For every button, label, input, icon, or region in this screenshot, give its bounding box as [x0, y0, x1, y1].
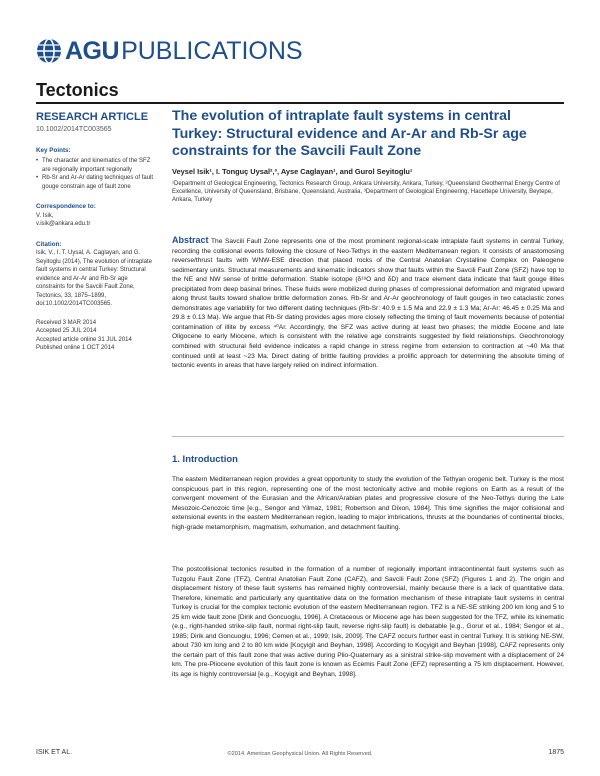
key-points-list: [36, 157, 154, 191]
header-divider: [36, 102, 564, 104]
intro-paragraph-1: The eastern Mediterranean region provides a great opportunity to study the evolution of the Tethyan orogenic belt. Turkey is the most conspicuous part in this region, representing one of the most tectonically active and mobile regions on Earth as a result of the convergent movement of the Eurasian and the African/Arabian plates and progressive closure of the Neo-Tethys during the Late Mesozoic-Cenozoic time [e.g., Sengor and Yilmaz, 1981; Robertson and Dixon, 1984]. This time signifies the major collisional and extensional events in the eastern Mediterranean region, leading to major imbrications, thrusts at the boundaries of continental blocks, high-grade metamorphism, magmatism, exhumation, and detachment faulting.: [172, 476, 564, 531]
article-type: RESEARCH ARTICLE: [36, 111, 149, 123]
article-sidebar: [36, 110, 154, 353]
intro-paragraph-2: The postcollisional tectonics resulted in the formation of a number of regionally important intracontinental fault systems such as Tuzgolu Fault Zone (TFZ), Central Anatolian Fault Zone (CAFZ), and Savcili Fault Zone (SFZ) (Figures 1 and 2). The origin and displacement history of these fault systems has remained highly controversial, mainly because there is a lack of quantitative data. Therefore, kinematic and particularly any quantitative data on the formation mechanism of these intraplate fault systems in central Turkey is crucial for the complex tectonic evolution of the eastern Mediterranean region. TFZ is a NE-SE striking 200 km long and 5 to 25 km wide fault zone [Dirik and Goncuoglu, 1996]. A Cretaceous or Miocene age has been suggested for the TFZ, while its kinematic (e.g., right-handed strike-slip fault, normal right-slip fault, reverse right-slip fault) is debatable [e.g., Gorur et al., 1984; Sengor et al., 1985; Dirik and Goncuoglu, 1996; Cemen et al., 1999; Isik, 2009]. The CAFZ occurs further east in central Turkey. It is striking NE-SW, about 730 km long and 2 to 80 km wide [Koçyigit and Beyhan, 1998]. According to Koçyigit and Beyhan [1998], CAFZ represents only the certain part of this fault zone that was active during Plio-Quaternary as a sinistral strike-slip movement with a displacement of 24 km. The pre-Pliocene evolution of this fault zone is known as Ecemis Fault Zone (EFZ) representing a 75 km displacement. However, its age is highly controversial [e.g., Koçyigit and Beyhan, 1998].: [172, 566, 564, 679]
key-point: • Rb-Sr and Ar-Ar dating techniques of fault gouge constrain age of fault zone: [36, 174, 154, 191]
date-accepted-online: Accepted article online 31 JUL 2014: [36, 336, 132, 343]
publication-dates: [36, 319, 154, 353]
agu-publications-logo[interactable]: [36, 36, 303, 66]
correspondence-email[interactable]: v.isik@ankara.edu.tr: [36, 221, 91, 227]
section-heading-introduction: 1. Introduction: [172, 454, 238, 465]
author-list: Veysel Isik¹, I. Tonguç Uysal²,³, Ayse Caglayan¹, and Gurol Seyitoglu¹: [172, 167, 413, 176]
correspondence-name: V. Isik,: [36, 212, 54, 219]
abstract-divider: [172, 436, 564, 437]
brand-name-light: PUBLICATIONS: [121, 36, 303, 65]
author-affiliations: ¹Department of Geological Engineering, Tectonics Research Group, Ankara University, Ankara, Turkey, ²Queensland Geothermal Energy Centre of Excellence, University of Queensland, Brisbane, Queensland, Australia, ³Department of Geological Engineering, Hacettepe University, Beytepe, Ankara, Turkey: [172, 181, 560, 204]
brand-name-bold: AGU: [65, 36, 120, 65]
key-points-heading: Key Points:: [36, 146, 71, 154]
abstract-section: [172, 236, 564, 371]
citation-heading: Citation:: [36, 240, 62, 248]
footer-running-head: ISIK ET AL.: [36, 749, 73, 756]
footer-copyright: ©2014. American Geophysical Union. All Rights Reserved.: [227, 751, 373, 757]
key-point: • The character and kinematics of the SFZ are regionally important regionally: [36, 157, 154, 174]
abstract-text: The Savcili Fault Zone represents one of the most prominent regional-scale intraplate fault systems in central Turkey, recording the collisional events following the closure of Neo-Tethys in the eastern Mediterranean region. It consists of anastomosing reverse/thrust faults with WNW-ESE direction that placed rocks of the Central Anatolian Crystalline Complex on Paleogene sedimentary units. Structural measurements and kinematic indicators show that faults within the Savcili Fault Zone (SFZ) have top to the NE and NW sense of brittle deformation. Stable isotope (δ¹⁸O and δD) and trace element data indicate that fault gouge illites precipitated from deep basinal brines. These fluids were mobilized during phases of compressional deformation and migrated upward along thrust faults toward shallow brittle deformation zones. Rb-Sr and Ar-Ar geochronology of fault gouges in two cataclastic zones demonstrates age variability for two different dating techniques (Rb-Sr: 40.9 ± 1.5 Ma and 22.9 ± 1.3 Ma; Ar-Ar: 46.45 ± 0.25 Ma and 29.8 ± 0.13 Ma). We argue that Rb-Sr dating provides ages more closely reflecting the timing of fault movements because of potential contamination of illite by excess ⁴⁰Ar. Accordingly, the SFZ was active during at least two phases; the middle Eocene and late Oligocene to early Miocene, which is consistent with the relative age constraints suggested by field relationships. Geochronology combined with structural field evidence indicates a rapid change in stress regime from extension to contraction at ~40 Ma that continued until at least ~23 Ma. Direct dating of brittle faulting provides a prolific approach for determining the absolute timing of tectonic events in areas that have largely relied on indirect information.: [172, 238, 564, 370]
abstract-heading: Abstract: [172, 235, 209, 245]
correspondence-heading: Correspondence to:: [36, 203, 96, 210]
date-accepted: Accepted 25 JUL 2014: [36, 328, 97, 334]
date-published: Published online 1 OCT 2014: [36, 345, 115, 351]
article-doi[interactable]: 10.1002/2014TC003565: [36, 126, 112, 133]
date-received: Received 3 MAR 2014: [36, 319, 97, 326]
citation-text: Isik, V., I. T. Uysal, A. Caglayan, and G. Seyitoglu (2014), The evolution of intraplate fault systems in central Turkey: Structural evidence and Ar-Ar and Rb-Sr age constraints for the Savcili Fault Zone, Tectonics, 33, 1875–1899, doi:10.1002/2014TC003565.: [36, 250, 152, 307]
agu-globe-icon: [36, 38, 62, 64]
journal-name: Tectonics: [36, 80, 119, 100]
footer-page-number: 1875: [548, 749, 564, 756]
article-title: The evolution of intraplate fault systems in central Turkey: Structural evidence and Ar-Ar and Rb-Sr age constraints for the Savcili Fault Zone: [172, 108, 527, 159]
